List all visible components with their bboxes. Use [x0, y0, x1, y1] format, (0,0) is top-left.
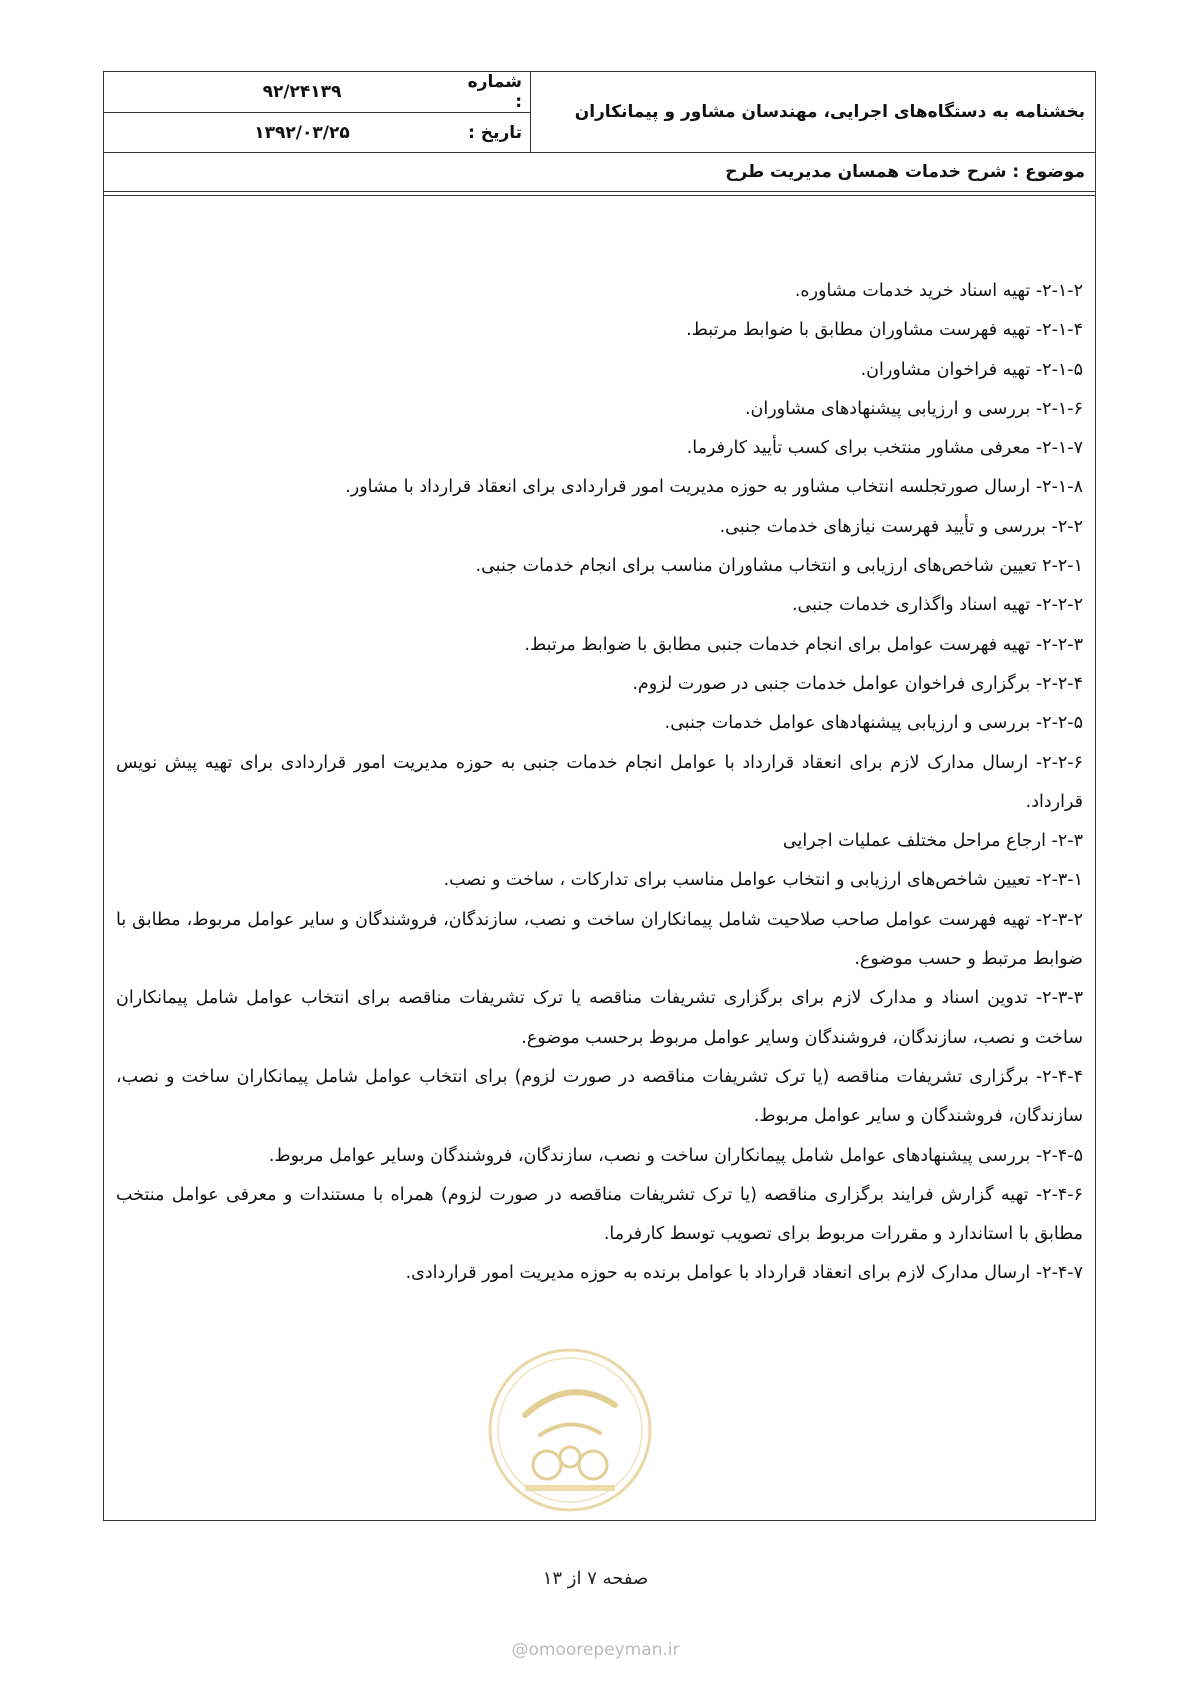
- list-item: ۲-۴-۶- تهیه گزارش فرایند برگزاری مناقصه (یا ترک تشریفات مناقصه در صورت لزوم) همراه با مستندات و معرفی عوامل منتخب مطابق با استاندارد و مقررات مربوط برای تصویب توسط کارفرما.: [116, 1184, 1083, 1245]
- body-content: [116, 272, 1083, 1294]
- number-value: ۹۲/۲۴۱۳۹: [262, 82, 342, 102]
- header-meta: [104, 72, 530, 152]
- list-item: ۲-۲-۲- تهیه اسناد واگذاری خدمات جنبی.: [791, 595, 1083, 616]
- list-item: ۲-۱-۷- معرفی مشاور منتخب برای کسب تأیید کارفرما.: [686, 438, 1083, 459]
- number-row: [104, 72, 530, 112]
- list-item: ۲-۲-۵- بررسی و ارزیابی پیشنهادهای عوامل خدمات جنبی.: [664, 713, 1083, 734]
- date-row: [104, 112, 530, 152]
- divider: [104, 195, 1095, 196]
- list-item: ۲-۳- ارجاع مراحل مختلف عملیات اجرایی: [782, 831, 1083, 852]
- list-item: ۲-۳-۲- تهیه فهرست عوامل صاحب صلاحیت شامل پیمانکاران ساخت و نصب، سازندگان، فروشندگان و سایر عوامل مربوط، مطابق با ضوابط مرتبط و حسب موضوع.: [116, 909, 1083, 970]
- list-item: ۲-۱-۲- تهیه اسناد خرید خدمات مشاوره.: [794, 281, 1083, 301]
- list-item: ۲-۳-۳- تدوین اسناد و مدارک لازم برای برگزاری تشریفات مناقصه یا ترک تشریفات مناقصه برای انتخاب عوامل شامل پیمانکاران ساخت و نصب، سازندگان، فروشندگان وسایر عوامل مربوط برحسب موضوع.: [116, 988, 1083, 1048]
- list-item: ۲-۱-۵- تهیه فراخوان مشاوران.: [860, 359, 1083, 380]
- stamp-logo-icon: [485, 1345, 655, 1515]
- list-item: ۲-۴-۵- بررسی پیشنهادهای عوامل شامل پیمانکاران ساخت و نصب، سازندگان، فروشندگان وسایر عوامل مربوط.: [268, 1145, 1083, 1166]
- list-item: ۲-۴-۴- برگزاری تشریفات مناقصه (یا ترک تشریفات مناقصه در صورت لزوم) برای انتخاب عوامل شامل پیمانکاران ساخت و نصب، سازندگان، فروشندگان و سایر عوامل مربوط.: [116, 1066, 1083, 1127]
- watermark-url: @omoorepeyman.ir: [511, 1640, 680, 1660]
- list-item: ۲-۲-۱ تعیین شاخص‌های ارزیابی و انتخاب مشاوران مناسب برای انجام خدمات جنبی.: [475, 556, 1083, 577]
- date-value: ۱۳۹۲/۰۳/۲۵: [254, 122, 350, 143]
- document-frame: [103, 71, 1096, 1521]
- date-label: تاریخ :: [468, 122, 522, 143]
- list-item: ۲-۲-۳- تهیه فهرست عوامل برای انجام خدمات جنبی مطابق با ضوابط مرتبط.: [524, 634, 1083, 655]
- list-item: ۲-۱-۶- بررسی و ارزیابی پیشنهادهای مشاوران.: [744, 398, 1083, 419]
- list-item: ۲-۴-۷- ارسال مدارک لازم برای انعقاد قرارداد با عوامل برنده به حوزه مدیریت امور قراردادی.: [405, 1263, 1083, 1284]
- list-item: ۲-۲- بررسی و تأیید فهرست نیازهای خدمات جنبی.: [719, 516, 1083, 537]
- header-row: [104, 72, 1095, 153]
- list-item: ۲-۱-۴- تهیه فهرست مشاوران مطابق با ضوابط مرتبط.: [686, 320, 1083, 341]
- number-label: شماره :: [467, 72, 522, 112]
- list-item: ۲-۱-۸- ارسال صورتجلسه انتخاب مشاور به حوزه مدیریت امور قراردادی برای انعقاد قرارداد با مشاور.: [345, 477, 1083, 498]
- list-item: ۲-۲-۴- برگزاری فراخوان عوامل خدمات جنبی در صورت لزوم.: [632, 673, 1083, 694]
- subject-line: موضوع : شرح خدمات همسان مدیریت طرح: [104, 152, 1095, 192]
- list-item: ۲-۳-۱- تعیین شاخص‌های ارزیابی و انتخاب عوامل مناسب برای تدارکات ، ساخت و نصب.: [443, 870, 1083, 891]
- list-item: ۲-۲-۶- ارسال مدارک لازم برای انعقاد قرارداد با عوامل انجام خدمات جنبی به حوزه مدیریت امور قراردادی برای تهیه پیش نویس قرارداد.: [116, 752, 1083, 812]
- circular-title: بخشنامه به دستگاه‌های اجرایی، مهندسان مشاور و پیمانکاران: [530, 72, 1095, 152]
- page-number: صفحه ۷ از ۱۳: [542, 1568, 649, 1589]
